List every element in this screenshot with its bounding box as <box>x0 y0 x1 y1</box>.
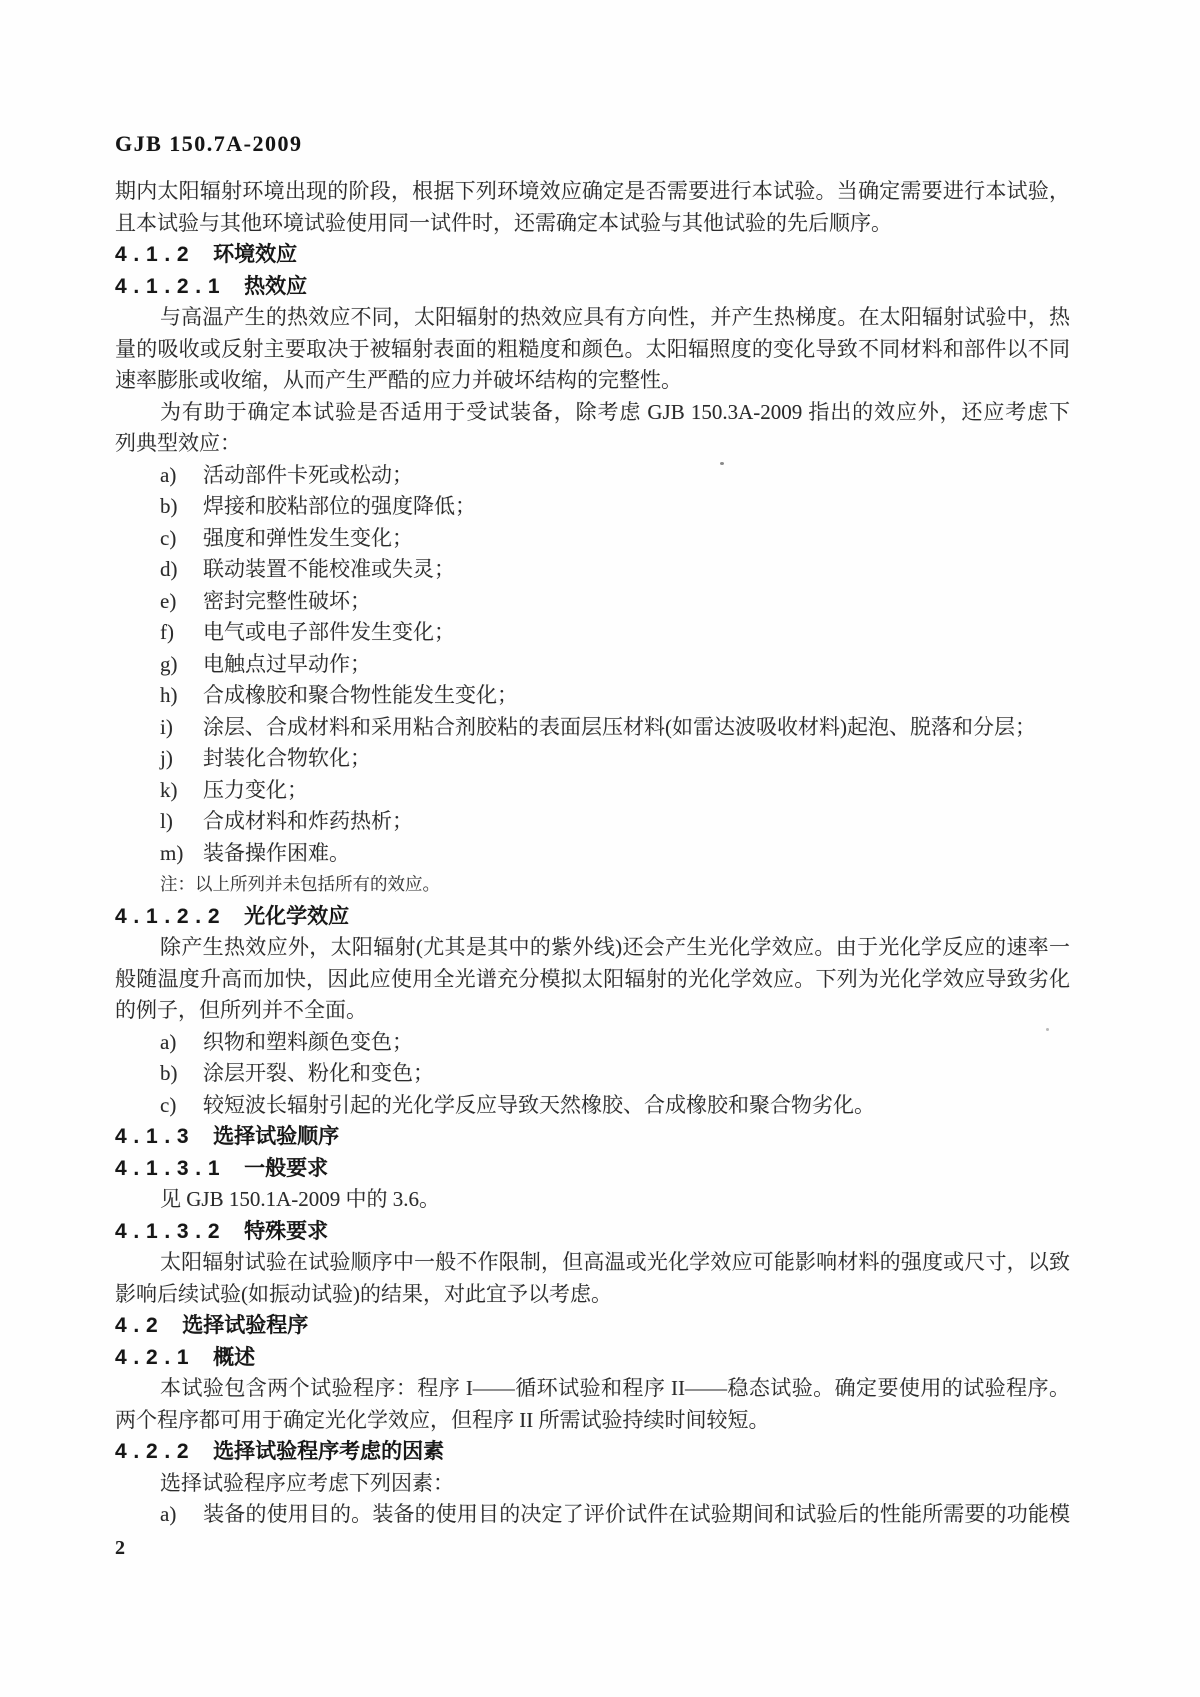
list-item-label: g) <box>160 651 178 676</box>
list-item <box>115 680 1070 712</box>
section-number: 4.1.3.2 <box>115 1219 227 1243</box>
section-number: 4.1.2 <box>115 243 196 266</box>
list-item <box>115 491 1070 523</box>
list-item-label: d) <box>160 557 178 581</box>
list-item <box>115 617 1070 649</box>
section-number: 4.1.2.1 <box>115 274 227 298</box>
section-title: 热效应 <box>244 274 308 298</box>
list-item-text: 较短波长辐射引起的光化学反应导致天然橡胶、合成橡胶和聚合物劣化。 <box>203 1092 875 1117</box>
list-item <box>115 775 1070 807</box>
list-item-label: b) <box>160 1061 178 1085</box>
list-item <box>115 806 1070 838</box>
section-heading <box>115 1216 1070 1248</box>
paragraph-line: 为有助于确定本试验是否适用于受试装备，除考虑 GJB 150.3A-2009 指出的效应外，还应考虑下 <box>160 399 1070 424</box>
list-item-text: 电触点过早动作； <box>203 651 371 676</box>
page-number: 2 <box>115 1536 125 1559</box>
list-item <box>115 649 1070 681</box>
list-item-label: m) <box>160 840 184 865</box>
list-item <box>115 743 1070 775</box>
section-title: 选择试验顺序 <box>213 1125 340 1148</box>
list-item-label: j) <box>160 746 173 770</box>
list-item-label: c) <box>160 1092 177 1117</box>
list-item-text: 密封完整性破坏； <box>203 588 371 613</box>
paragraph-line: 期内太阳辐射环境出现的阶段，根据下列环境效应确定是否需要进行本试验。当确定需要进行本试验， <box>115 179 1070 203</box>
section-heading <box>115 271 1070 303</box>
list-item-text: 合成材料和炸药热析； <box>203 809 413 833</box>
list-item <box>115 460 1070 492</box>
section-title: 一般要求 <box>244 1156 329 1180</box>
section-title: 环境效应 <box>213 243 298 266</box>
list-item-text: 压力变化； <box>203 777 308 802</box>
list-item <box>115 712 1070 744</box>
list-item-label: b) <box>160 494 178 518</box>
document-body <box>115 176 1070 1531</box>
paragraph-line: 选择试验程序应考虑下列因素： <box>160 1470 454 1495</box>
list-item-label: h) <box>160 683 178 707</box>
list-item-label: i) <box>160 714 173 739</box>
paragraph-line: 本试验包含两个试验程序：程序 I——循环试验和程序 II——稳态试验。确定要使用的试验程序。 <box>160 1376 1070 1400</box>
list-item-text: 电气或电子部件发生变化； <box>203 620 455 644</box>
section-number: 4.2.2 <box>115 1440 196 1463</box>
list-item <box>115 586 1070 618</box>
list-item <box>115 1058 1070 1090</box>
note-line: 注：以上所列并未包括所有的效应。 <box>160 874 440 894</box>
list-item-text: 涂层开裂、粉化和变色； <box>203 1061 434 1085</box>
list-item-label: e) <box>160 588 177 613</box>
paragraph-line: 影响后续试验(如振动试验)的结果，对此宜予以考虑。 <box>115 1281 612 1306</box>
list-item-label: a) <box>160 1502 177 1526</box>
list-item-text: 装备操作困难。 <box>203 840 350 865</box>
section-heading <box>115 239 1070 271</box>
section-title: 概述 <box>213 1345 256 1369</box>
list-item-text: 装备的使用目的。装备的使用目的决定了评价试件在试验期间和试验后的性能所需要的功能模 <box>203 1502 1070 1526</box>
list-item <box>115 838 1070 870</box>
section-heading <box>115 1342 1070 1374</box>
list-item-text: 强度和弹性发生变化； <box>203 525 413 550</box>
section-heading <box>115 1121 1070 1153</box>
section-heading <box>115 1153 1070 1185</box>
list-item-label: a) <box>160 1029 177 1054</box>
paragraph-line: 见 GJB 150.1A-2009 中的 3.6。 <box>160 1187 441 1211</box>
section-title: 选择试验程序 <box>182 1314 309 1337</box>
list-item-text: 联动装置不能校准或失灵； <box>203 557 455 581</box>
list-item-label: f) <box>160 620 174 644</box>
list-item-text: 活动部件卡死或松动； <box>203 462 413 487</box>
list-item <box>115 1499 1070 1531</box>
paragraph-line: 的例子，但所列并不全面。 <box>115 998 367 1022</box>
page-margin-box <box>115 130 1070 1561</box>
list-item <box>115 1090 1070 1122</box>
list-item-text: 合成橡胶和聚合物性能发生变化； <box>203 683 518 707</box>
section-title: 选择试验程序考虑的因素 <box>213 1440 445 1463</box>
section-title: 特殊要求 <box>244 1219 329 1243</box>
section-heading <box>115 1310 1070 1342</box>
list-item-label: k) <box>160 777 178 802</box>
paragraph-line: 太阳辐射试验在试验顺序中一般不作限制，但高温或光化学效应可能影响材料的强度或尺寸，以致 <box>160 1250 1070 1274</box>
paragraph-line: 速率膨胀或收缩，从而产生严酷的应力并破坏结构的完整性。 <box>115 368 682 392</box>
paragraph-line: 量的吸收或反射主要取决于被辐射表面的粗糙度和颜色。太阳辐照度的变化导致不同材料和部件以不同 <box>115 336 1070 361</box>
list-item <box>115 523 1070 555</box>
section-heading <box>115 901 1070 933</box>
paragraph-line: 两个程序都可用于确定光化学效应，但程序 II 所需试验持续时间较短。 <box>115 1407 770 1432</box>
section-number: 4.1.2.2 <box>115 904 227 928</box>
paragraph-line: 且本试验与其他环境试验使用同一试件时，还需确定本试验与其他试验的先后顺序。 <box>115 210 892 235</box>
list-item-text: 封装化合物软化； <box>203 746 371 770</box>
section-title: 光化学效应 <box>244 904 350 928</box>
paragraph-line: 般随温度升高而加快，因此应使用全光谱充分模拟太阳辐射的光化学效应。下列为光化学效应导致劣化 <box>115 966 1070 991</box>
section-number: 4.2.1 <box>115 1345 196 1369</box>
list-item-text: 焊接和胶粘部位的强度降低； <box>203 494 476 518</box>
list-item-text: 织物和塑料颜色变色； <box>203 1029 413 1054</box>
section-number: 4.2 <box>115 1314 165 1337</box>
paragraph-line: 列典型效应： <box>115 431 241 455</box>
section-number: 4.1.3 <box>115 1125 196 1148</box>
section-number: 4.1.3.1 <box>115 1156 227 1180</box>
paragraph-line: 与高温产生的热效应不同，太阳辐射的热效应具有方向性，并产生热梯度。在太阳辐射试验中，热 <box>160 305 1070 329</box>
list-item <box>115 554 1070 586</box>
list-item-text: 涂层、合成材料和采用粘合剂胶粘的表面层压材料(如雷达波吸收材料)起泡、脱落和分层； <box>203 714 1036 739</box>
section-heading <box>115 1436 1070 1468</box>
list-item <box>115 1027 1070 1059</box>
list-item-label: a) <box>160 462 177 487</box>
standard-number-header: GJB 150.7A-2009 <box>115 131 303 156</box>
list-item-label: l) <box>160 809 173 833</box>
paragraph-line: 除产生热效应外，太阳辐射(尤其是其中的紫外线)还会产生光化学效应。由于光化学反应的速率一 <box>160 935 1070 959</box>
list-item-label: c) <box>160 525 177 550</box>
